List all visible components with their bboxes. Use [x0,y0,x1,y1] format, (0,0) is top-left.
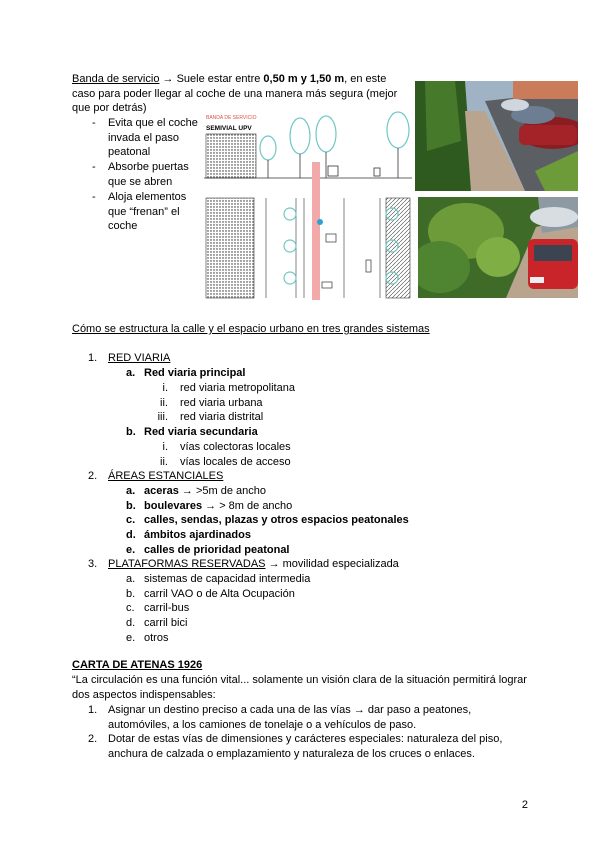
street-section-diagram [204,110,412,300]
bullet-dash: - [92,161,96,173]
list-label: vías colectoras locales [180,441,291,453]
list-heading: PLATAFORMAS RESERVADAS [108,558,266,570]
service-band-highlight [312,162,320,300]
carta-item-number: 2. [88,733,98,745]
list-label: red viaria urbana [180,397,263,409]
list-detail: → >5m de ancho [178,485,267,497]
list-heading: RED VIARIA [108,352,171,364]
list-label: carril VAO o de Alta Ocupación [144,588,295,600]
list-label: calles, sendas, plazas y otros espacios peatonales [144,514,409,526]
list-label: carril-bus [144,602,190,614]
section-title-text: Cómo se estructura la calle y el espacio urbano en tres grandes sistemas [72,323,430,335]
list-label: red viaria metropolitana [180,382,295,394]
list-letter: d. [126,617,136,629]
list-label: red viaria distrital [180,411,264,423]
street-photo-top [415,81,578,191]
bullet-text: Aloja elementos que “frenan” el coche [108,191,187,233]
list-letter: a. [126,485,136,497]
intro-text-b: , en este caso para poder llegar al coche de una manera más segura (mejor que por detrás) [72,73,398,115]
list-label: otros [144,632,169,644]
list-roman: iii. [157,411,168,423]
bullet-text: Evita que el coche invada el paso peatonal [108,117,198,159]
intro-arrow: → [159,73,177,85]
list-letter: b. [126,426,136,438]
diagram-label-red: BANDA DE SERVICIO [206,115,257,121]
carta-item-text: Dotar de estas vías de dimensiones y carácteres especiales: naturaleza del piso, anchura de calzada o emplazamiento y naturaleza de los cruces o enlaces. [108,733,503,760]
list-label: Red viaria secundaria [144,426,258,438]
list-label: aceras [144,485,179,497]
list-label: ámbitos ajardinados [144,529,251,541]
list-number: 1. [88,352,98,364]
list-letter: d. [126,529,136,541]
building-elevation [206,134,256,178]
list-label: sistemas de capacidad intermedia [144,573,311,585]
intro-bold-values: 0,50 m y 1,50 m [263,73,345,85]
carta-item-text: Asignar un destino preciso a cada una de las vías → dar paso a peatones, automóviles, a los camiones de tonelaje o a vehículos de paso. [108,704,472,731]
list-heading: ÁREAS ESTANCIALES [108,470,224,482]
list-roman: ii. [160,397,168,409]
list-letter: a. [126,573,136,585]
list-letter: e. [126,544,136,556]
list-roman: i. [162,382,168,394]
page-number: 2 [521,799,528,811]
list-letter: b. [126,588,136,600]
list-roman: i. [162,441,168,453]
section-title [72,322,430,337]
list-letter: e. [126,632,136,644]
diagram-label-black: SEMIVIAL UPV [206,125,252,132]
bullet-text: Absorbe puertas que se abren [108,161,189,188]
list-detail: → > 8m de ancho [202,500,293,512]
carta-title: CARTA DE ATENAS 1926 [72,659,203,671]
list-number: 3. [88,558,98,570]
list-label: calles de prioridad peatonal [144,544,290,556]
bullet-dash: - [92,117,96,129]
list-label: boulevares [144,500,203,512]
list-letter: b. [126,500,136,512]
list-letter: a. [126,367,136,379]
tree-icons-plan [284,208,398,284]
list-label: carril bici [144,617,188,629]
list-letter: c. [126,602,135,614]
tree-icons-elevation [260,112,409,160]
intro-text-a: Suele estar entre [176,73,264,85]
carta-item-number: 1. [88,704,98,716]
list-letter: c. [126,514,136,526]
list-number: 2. [88,470,98,482]
list-roman: ii. [160,456,168,468]
list-detail: → movilidad especializada [265,558,399,570]
carta-quote: “La circulación es una función vital... solamente un visión clara de la situación permitirá lograr dos aspectos indispensables: [72,674,527,701]
intro-heading: Banda de servicio [72,73,160,85]
building-plan [206,198,254,298]
bullet-dash: - [92,191,96,203]
list-label: vías locales de acceso [180,456,291,468]
street-photo-bottom [418,197,578,298]
list-label: Red viaria principal [144,367,246,379]
